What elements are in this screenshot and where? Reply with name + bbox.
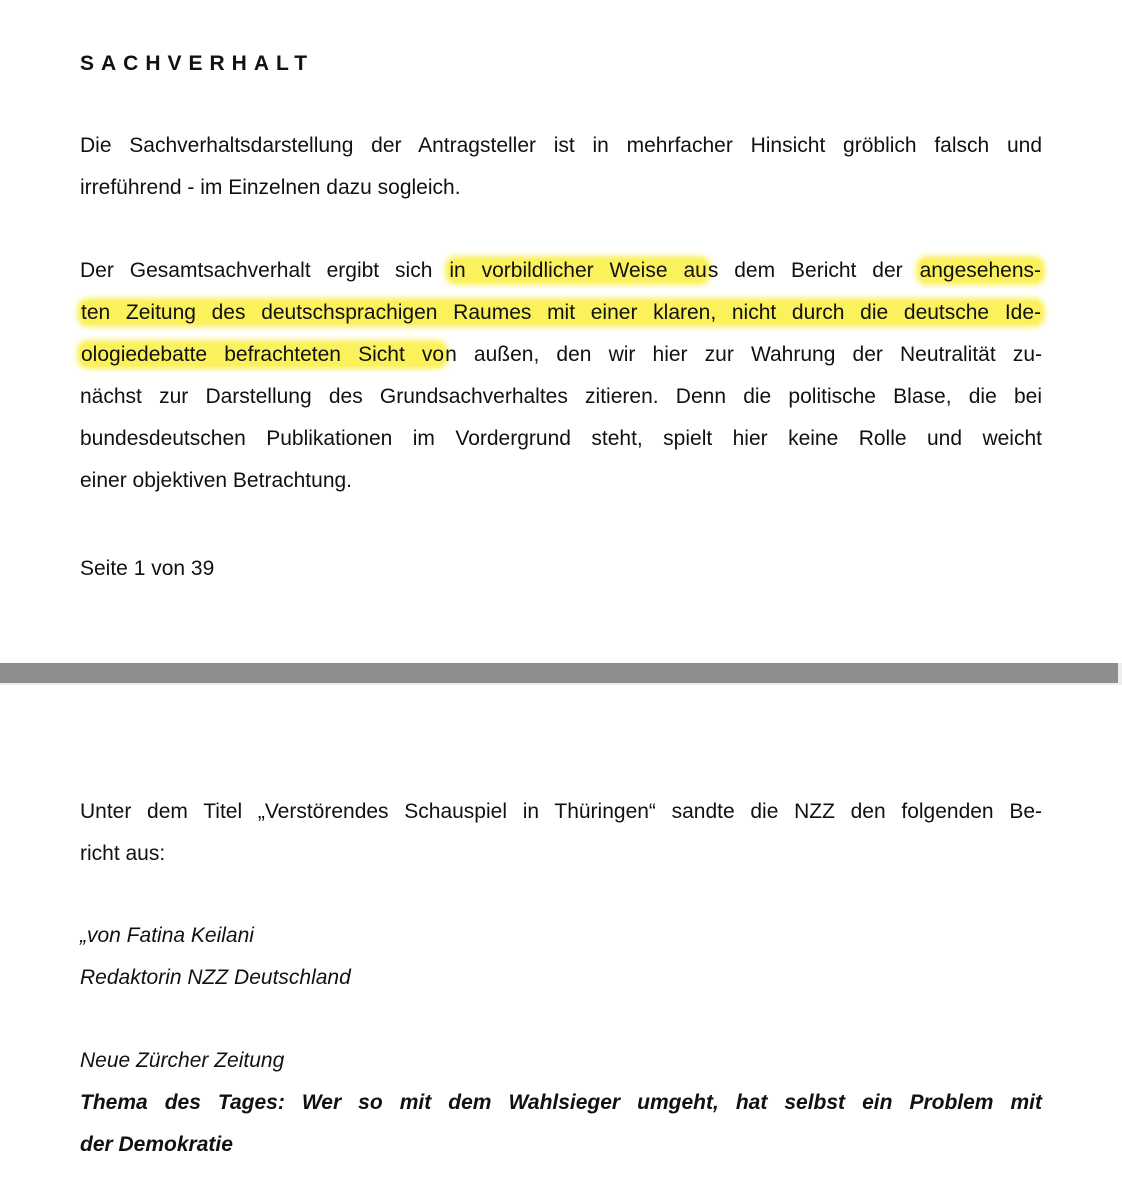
paragraph-line	[80, 292, 1042, 334]
highlighted-text: angesehens-	[919, 259, 1042, 282]
article-headline-line: Thema des Tages: Wer so mit dem Wahlsieger umgeht, hat selbst ein Problem mit	[80, 1091, 1042, 1114]
paragraph-line: bundesdeutschen Publikationen im Vordergrund steht, spielt hier keine Rolle und weicht	[80, 427, 1042, 450]
publication-name: Neue Zürcher Zeitung	[80, 1049, 285, 1072]
page-separator-shadow	[0, 663, 1122, 683]
section-heading: SACHVERHALT	[80, 52, 315, 75]
paragraph-overall-facts	[80, 250, 1042, 502]
article-headline-line: der Demokratie	[80, 1133, 233, 1156]
text-run: n außen, den wir hier zur Wahrung der Neutralität zu-	[445, 343, 1042, 366]
paragraph-intro	[80, 125, 1042, 209]
highlighted-text: ten Zeitung des deutschsprachigen Raumes mit einer klaren, nicht durch die deutsche Ide-	[81, 301, 1041, 324]
text-run: Der Gesamtsachverhalt ergibt sich	[80, 259, 449, 282]
page-separator-edge	[1118, 663, 1122, 685]
paragraph-line: Die Sachverhaltsdarstellung der Antragsteller ist in mehrfacher Hinsicht gröblich falsch und	[80, 134, 1042, 157]
paragraph-line: irreführend - im Einzelnen dazu sogleich.	[80, 176, 461, 199]
paragraph-line: einer objektiven Betrachtung.	[80, 469, 353, 492]
highlighted-text: in vorbildlicher Weise au	[449, 259, 707, 282]
paragraph-nzz-intro	[80, 791, 1042, 875]
paragraph-line	[80, 334, 1042, 376]
paragraph-line: nächst zur Darstellung des Grundsachverhaltes zitieren. Denn die politische Blase, die bei	[80, 385, 1042, 408]
paragraph-line	[80, 250, 1042, 292]
highlighted-text: ologiedebatte befrachteten Sicht vo	[81, 343, 445, 366]
paragraph-line: richt aus:	[80, 842, 166, 865]
author-role: Redaktorin NZZ Deutschland	[80, 966, 351, 989]
author-name: „von Fatina Keilani	[80, 924, 254, 947]
source-block	[80, 1040, 1042, 1166]
page-separator	[0, 663, 1122, 685]
author-block	[80, 915, 1042, 999]
page-number-footer: Seite 1 von 39	[80, 557, 215, 580]
paragraph-line: Unter dem Titel „Verstörendes Schauspiel in Thüringen“ sandte die NZZ den folgenden Be-	[80, 800, 1042, 823]
text-run: s dem Bericht der	[707, 259, 919, 282]
